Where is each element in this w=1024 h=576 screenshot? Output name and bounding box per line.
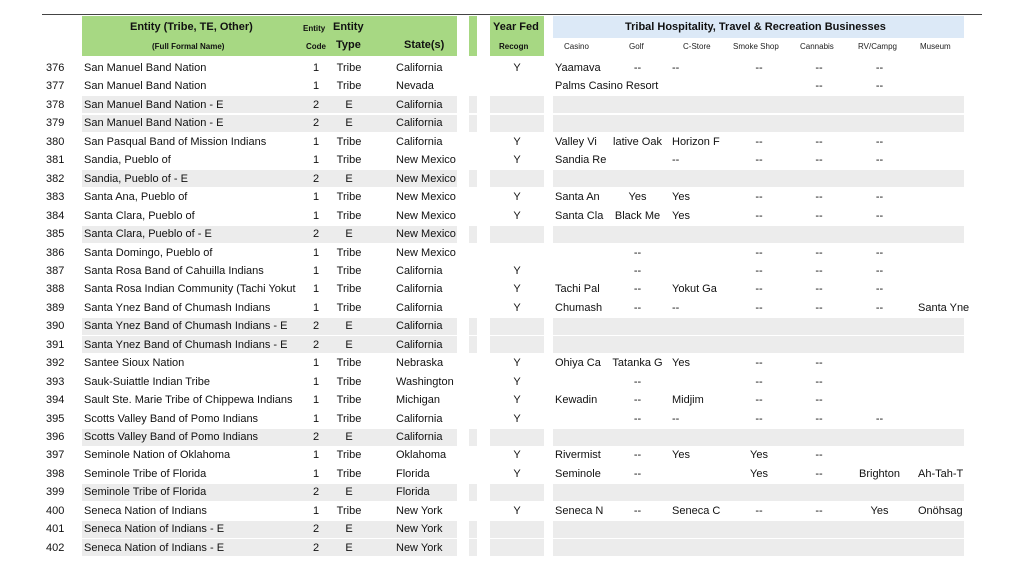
- cannabis-cell[interactable]: --: [815, 467, 823, 480]
- cstore-cell[interactable]: Seneca C: [672, 504, 721, 517]
- state-cell[interactable]: New York: [396, 541, 443, 554]
- entity-column-subheader: (Full Formal Name): [152, 42, 225, 51]
- entity-code-cell[interactable]: 1: [312, 357, 320, 370]
- golf-cell[interactable]: Yes: [628, 191, 647, 204]
- rv-campground-cell[interactable]: --: [875, 154, 884, 167]
- state-cell[interactable]: California: [396, 62, 443, 74]
- smoke-shop-cell[interactable]: --: [755, 62, 763, 74]
- smoke-shop-cell[interactable]: --: [755, 209, 763, 222]
- casino-cell[interactable]: Seneca N: [555, 504, 604, 517]
- golf-cell[interactable]: --: [633, 449, 642, 462]
- row-number-cell[interactable]: 400: [46, 504, 65, 517]
- entity-code-cell[interactable]: 2: [312, 98, 320, 111]
- row-number-cell[interactable]: 401: [46, 523, 65, 536]
- table-row: [0, 151, 1024, 170]
- row-number-cell[interactable]: 388: [46, 283, 65, 296]
- entity-code-cell[interactable]: 1: [312, 504, 320, 517]
- entity-name-cell[interactable]: Seminole Tribe of Florida: [84, 486, 207, 499]
- state-cell[interactable]: Michigan: [396, 394, 441, 407]
- entity-code-cell[interactable]: 1: [312, 154, 320, 167]
- entity-name-cell[interactable]: Santa Ana, Pueblo of: [84, 191, 188, 204]
- state-cell[interactable]: California: [396, 98, 443, 111]
- entity-name-cell[interactable]: Seneca Nation of Indians: [84, 504, 207, 517]
- rv-campground-cell[interactable]: --: [875, 80, 884, 93]
- type-column-header-bottom: Type: [336, 39, 361, 51]
- row-number-cell[interactable]: 376: [46, 62, 65, 74]
- entity-code-cell[interactable]: 1: [312, 80, 320, 93]
- entity-type-cell[interactable]: Tribe: [336, 412, 362, 425]
- golf-cell[interactable]: --: [633, 301, 642, 314]
- cannabis-cell[interactable]: --: [815, 394, 823, 407]
- cannabis-cell[interactable]: --: [815, 191, 823, 204]
- row-number-cell[interactable]: 389: [46, 301, 65, 314]
- state-cell[interactable]: Washington: [396, 375, 454, 388]
- entity-code-cell[interactable]: 1: [312, 449, 320, 462]
- entity-code-cell[interactable]: 2: [312, 228, 320, 241]
- code-column-header-bottom: Code: [306, 42, 326, 51]
- cstore-cell[interactable]: Yes: [672, 191, 690, 204]
- casino-cell[interactable]: Seminole: [555, 467, 601, 480]
- row-number-cell[interactable]: 381: [46, 154, 65, 167]
- row-number-cell[interactable]: 399: [46, 486, 65, 499]
- casino-cell[interactable]: Chumash: [555, 301, 603, 314]
- table-row: [0, 502, 1024, 521]
- rv-campground-cell[interactable]: --: [875, 412, 884, 425]
- entity-name-cell[interactable]: Seminole Nation of Oklahoma: [84, 449, 231, 462]
- cstore-cell[interactable]: Horizon F: [672, 135, 720, 148]
- museum-cell[interactable]: Santa Yne: [918, 301, 970, 314]
- golf-cell[interactable]: --: [633, 62, 642, 74]
- entity-type-cell[interactable]: Tribe: [336, 449, 362, 462]
- row-number-cell[interactable]: 392: [46, 357, 65, 370]
- rv-campground-cell[interactable]: Brighton: [859, 467, 900, 480]
- state-cell[interactable]: Florida: [396, 486, 430, 499]
- row-number-cell[interactable]: 398: [46, 467, 65, 480]
- fed-recognized-cell[interactable]: Y: [513, 135, 521, 148]
- fed-recognized-cell[interactable]: Y: [513, 154, 521, 167]
- entity-type-cell[interactable]: Tribe: [336, 191, 362, 204]
- state-cell[interactable]: California: [396, 135, 443, 148]
- rv-campground-cell[interactable]: --: [875, 209, 884, 222]
- entity-name-cell[interactable]: Scotts Valley Band of Pomo Indians: [84, 431, 259, 443]
- cstore-cell[interactable]: --: [672, 301, 680, 314]
- rv-campground-cell[interactable]: --: [875, 62, 884, 74]
- rv-campground-cell[interactable]: --: [875, 246, 884, 259]
- fed-recognized-cell[interactable]: Y: [513, 504, 521, 517]
- entity-code-cell[interactable]: 2: [312, 523, 320, 536]
- state-cell[interactable]: New Mexico: [396, 172, 456, 185]
- entity-code-cell[interactable]: 1: [312, 135, 320, 148]
- fed-recognized-cell[interactable]: Y: [513, 209, 521, 222]
- entity-type-cell[interactable]: Tribe: [336, 62, 362, 74]
- entity-type-cell[interactable]: Tribe: [336, 264, 362, 277]
- table-row: [0, 317, 1024, 336]
- entity-name-cell[interactable]: San Manuel Band Nation - E: [84, 98, 224, 111]
- rv-campground-cell[interactable]: --: [875, 301, 884, 314]
- cannabis-cell[interactable]: --: [815, 504, 823, 517]
- smoke-shop-cell[interactable]: --: [755, 375, 763, 388]
- entity-code-cell[interactable]: 2: [312, 431, 320, 443]
- state-cell[interactable]: New York: [396, 504, 443, 517]
- state-cell[interactable]: Florida: [396, 467, 430, 480]
- smoke-shop-cell[interactable]: --: [755, 191, 763, 204]
- table-row: [0, 244, 1024, 263]
- row-number-cell[interactable]: 383: [46, 191, 65, 204]
- fed-recognized-cell[interactable]: Y: [513, 62, 521, 74]
- cannabis-cell[interactable]: --: [815, 264, 823, 277]
- casino-cell[interactable]: Kewadin: [555, 394, 598, 407]
- state-cell[interactable]: California: [396, 264, 443, 277]
- cstore-cell[interactable]: Yes: [672, 449, 690, 462]
- rv-campground-cell[interactable]: --: [875, 264, 884, 277]
- casino-cell[interactable]: Yaamava: [555, 62, 601, 74]
- entity-code-cell[interactable]: 2: [312, 541, 320, 554]
- entity-type-cell[interactable]: E: [345, 338, 353, 351]
- row-number-cell[interactable]: 386: [46, 246, 65, 259]
- entity-name-cell[interactable]: Santee Sioux Nation: [84, 357, 185, 370]
- state-cell[interactable]: New York: [396, 523, 443, 536]
- row-number-cell[interactable]: 394: [46, 394, 65, 407]
- table-row: [0, 483, 1024, 502]
- row-number-cell[interactable]: 395: [46, 412, 65, 425]
- cstore-cell[interactable]: --: [672, 62, 680, 74]
- smoke-shop-cell[interactable]: --: [755, 357, 763, 370]
- entity-type-cell[interactable]: E: [345, 541, 353, 554]
- entity-name-cell[interactable]: Seneca Nation of Indians - E: [84, 541, 225, 554]
- entity-code-cell[interactable]: 2: [312, 172, 320, 185]
- table-row: [0, 207, 1024, 226]
- entity-name-cell[interactable]: Seminole Tribe of Florida: [84, 467, 207, 480]
- state-cell[interactable]: Nebraska: [396, 357, 444, 370]
- table-row: [0, 465, 1024, 484]
- table-row: [0, 354, 1024, 373]
- table-row: [0, 114, 1024, 133]
- entity-name-cell[interactable]: San Manuel Band Nation: [84, 80, 207, 93]
- fed-recognized-cell[interactable]: Y: [513, 357, 521, 370]
- entity-name-cell[interactable]: San Pasqual Band of Mission Indians: [84, 135, 267, 148]
- type-column-header-top: Entity: [333, 21, 364, 33]
- row-number-cell[interactable]: 378: [46, 98, 65, 111]
- entity-type-cell[interactable]: E: [345, 228, 353, 241]
- entity-type-cell[interactable]: E: [345, 486, 353, 499]
- table-row: [0, 428, 1024, 447]
- casino-cell[interactable]: Rivermist: [555, 449, 601, 462]
- state-cell[interactable]: New Mexico: [396, 228, 456, 241]
- golf-cell[interactable]: --: [633, 246, 642, 259]
- entity-type-cell[interactable]: Tribe: [336, 209, 362, 222]
- row-number-cell[interactable]: 402: [46, 541, 65, 554]
- table-row: [0, 520, 1024, 539]
- entity-type-cell[interactable]: E: [345, 523, 353, 536]
- biz-col-museum: Museum: [920, 42, 951, 51]
- state-cell[interactable]: California: [396, 338, 443, 351]
- cannabis-cell[interactable]: --: [815, 449, 823, 462]
- state-cell[interactable]: New Mexico: [396, 246, 456, 259]
- entity-name-cell[interactable]: Santa Rosa Band of Cahuilla Indians: [84, 264, 264, 277]
- entity-type-cell[interactable]: Tribe: [336, 301, 362, 314]
- row-number-cell[interactable]: 379: [46, 117, 65, 130]
- fed-column-header-top: Year Fed: [493, 21, 539, 33]
- row-number-cell[interactable]: 380: [46, 135, 65, 148]
- cannabis-cell[interactable]: --: [815, 283, 823, 296]
- entity-code-cell[interactable]: 2: [312, 338, 320, 351]
- row-number-cell[interactable]: 377: [46, 80, 65, 93]
- table-row: [0, 299, 1024, 318]
- golf-cell[interactable]: --: [633, 412, 642, 425]
- golf-cell[interactable]: --: [633, 283, 642, 296]
- fed-recognized-cell[interactable]: Y: [513, 283, 521, 296]
- golf-cell[interactable]: --: [633, 375, 642, 388]
- museum-cell[interactable]: Ah-Tah-T: [918, 467, 964, 480]
- entity-code-cell[interactable]: 1: [312, 283, 320, 296]
- table-row: [0, 77, 1024, 96]
- row-number-cell[interactable]: 385: [46, 228, 65, 241]
- entity-type-cell[interactable]: Tribe: [336, 394, 362, 407]
- entity-type-cell[interactable]: Tribe: [336, 504, 362, 517]
- table-row: [0, 96, 1024, 115]
- state-cell[interactable]: California: [396, 283, 443, 296]
- state-column-header: State(s): [404, 39, 445, 51]
- smoke-shop-cell[interactable]: Yes: [750, 449, 768, 462]
- smoke-shop-cell[interactable]: --: [755, 246, 763, 259]
- entity-code-cell[interactable]: 1: [312, 375, 320, 388]
- golf-cell[interactable]: --: [633, 504, 642, 517]
- golf-cell[interactable]: --: [633, 264, 642, 277]
- cannabis-cell[interactable]: --: [815, 246, 823, 259]
- table-row: [0, 225, 1024, 244]
- cstore-cell[interactable]: --: [672, 154, 680, 167]
- cannabis-cell[interactable]: --: [815, 209, 823, 222]
- entity-code-cell[interactable]: 1: [312, 209, 320, 222]
- table-row: [0, 336, 1024, 355]
- cannabis-cell[interactable]: --: [815, 80, 823, 93]
- smoke-shop-cell[interactable]: --: [755, 412, 763, 425]
- casino-cell[interactable]: Santa An: [555, 191, 600, 204]
- entity-code-cell[interactable]: 1: [312, 264, 320, 277]
- entity-code-cell[interactable]: 1: [312, 467, 320, 480]
- state-cell[interactable]: New Mexico: [396, 154, 456, 167]
- cstore-cell[interactable]: Yokut Ga: [672, 283, 717, 296]
- entity-name-cell[interactable]: Seneca Nation of Indians - E: [84, 523, 225, 536]
- table-row: [0, 446, 1024, 465]
- golf-cell[interactable]: Tatanka G: [612, 357, 663, 370]
- rv-campground-cell[interactable]: --: [875, 135, 884, 148]
- entity-type-cell[interactable]: E: [345, 98, 353, 111]
- fed-recognized-cell[interactable]: Y: [513, 467, 521, 480]
- entity-name-cell[interactable]: Sauk-Suiattle Indian Tribe: [84, 375, 210, 388]
- fed-column-header-bottom: Recogn: [499, 42, 529, 51]
- biz-section-header: Tribal Hospitality, Travel & Recreation Businesses: [625, 21, 886, 33]
- entity-column-header: Entity (Tribe, TE, Other): [130, 21, 253, 33]
- table-row: [0, 59, 1024, 78]
- state-cell[interactable]: California: [396, 320, 443, 333]
- casino-cell[interactable]: Santa Cla: [555, 209, 604, 222]
- table-row: [0, 391, 1024, 410]
- entity-name-cell[interactable]: Santa Rosa Indian Community (Tachi Yokut: [84, 283, 296, 296]
- table-row: [0, 170, 1024, 189]
- fed-recognized-cell[interactable]: Y: [513, 412, 521, 425]
- cstore-cell[interactable]: --: [672, 412, 680, 425]
- code-column-header-top: Entity: [303, 24, 326, 33]
- museum-cell[interactable]: Onöhsag: [918, 504, 963, 517]
- state-cell[interactable]: California: [396, 412, 443, 425]
- entity-name-cell[interactable]: Sault Ste. Marie Tribe of Chippewa Indians: [84, 394, 293, 407]
- state-cell[interactable]: California: [396, 301, 443, 314]
- cstore-cell[interactable]: Yes: [672, 357, 690, 370]
- header-top-border: [42, 14, 982, 15]
- entity-name-cell[interactable]: Sandia, Pueblo of: [84, 154, 171, 167]
- entity-code-cell[interactable]: 1: [312, 412, 320, 425]
- entity-type-cell[interactable]: E: [345, 117, 353, 130]
- table-row: [0, 539, 1024, 558]
- entity-name-cell[interactable]: Santa Clara, Pueblo of: [84, 209, 195, 222]
- row-number-cell[interactable]: 397: [46, 449, 65, 462]
- row-number-cell[interactable]: 396: [46, 431, 65, 443]
- biz-col-casino: Casino: [564, 42, 589, 51]
- entity-type-cell[interactable]: Tribe: [336, 154, 362, 167]
- table-row: [0, 280, 1024, 299]
- fed-recognized-cell[interactable]: Y: [513, 375, 521, 388]
- smoke-shop-cell[interactable]: --: [755, 301, 763, 314]
- row-number-cell[interactable]: 391: [46, 338, 65, 351]
- row-number-cell[interactable]: 393: [46, 375, 65, 388]
- entity-type-cell[interactable]: Tribe: [336, 357, 362, 370]
- fed-recognized-cell[interactable]: Y: [513, 301, 521, 314]
- table-row: [0, 133, 1024, 152]
- cstore-cell[interactable]: Midjim: [672, 394, 704, 407]
- entity-type-cell[interactable]: Tribe: [336, 246, 362, 259]
- state-cell[interactable]: California: [396, 431, 443, 443]
- smoke-shop-cell[interactable]: --: [755, 283, 763, 296]
- table-row: [0, 410, 1024, 429]
- entity-type-cell[interactable]: E: [345, 320, 353, 333]
- entity-type-cell[interactable]: Tribe: [336, 283, 362, 296]
- entity-name-cell[interactable]: Santa Ynez Band of Chumash Indians: [84, 301, 271, 314]
- entity-type-cell[interactable]: Tribe: [336, 467, 362, 480]
- row-number-cell[interactable]: 387: [46, 264, 65, 277]
- smoke-shop-cell[interactable]: --: [755, 394, 763, 407]
- smoke-shop-cell[interactable]: --: [755, 264, 763, 277]
- entity-name-cell[interactable]: San Manuel Band Nation - E: [84, 117, 224, 130]
- fed-recognized-cell[interactable]: Y: [513, 449, 521, 462]
- table-row: [0, 373, 1024, 392]
- entity-name-cell[interactable]: Santa Domingo, Pueblo of: [84, 246, 213, 259]
- rv-campground-cell[interactable]: Yes: [870, 504, 889, 517]
- spacer-header-bg: [469, 16, 477, 56]
- smoke-shop-cell[interactable]: Yes: [750, 467, 768, 480]
- entity-name-cell[interactable]: San Manuel Band Nation: [84, 62, 207, 74]
- entity-type-cell[interactable]: E: [345, 172, 353, 185]
- entity-name-cell[interactable]: Santa Clara, Pueblo of - E: [84, 228, 212, 241]
- table-row: [0, 262, 1024, 281]
- fed-recognized-cell[interactable]: Y: [513, 394, 521, 407]
- entity-code-cell[interactable]: 1: [312, 191, 320, 204]
- biz-col-rv-campground: RV/Campg: [858, 42, 897, 51]
- entity-type-cell[interactable]: Tribe: [336, 80, 362, 93]
- entity-type-cell[interactable]: Tribe: [336, 375, 362, 388]
- row-number-cell[interactable]: 382: [46, 172, 65, 185]
- golf-cell[interactable]: --: [633, 467, 642, 480]
- entity-code-cell[interactable]: 2: [312, 117, 320, 130]
- row-number-cell[interactable]: 390: [46, 320, 65, 333]
- casino-cell[interactable]: Ohiya Ca: [555, 357, 601, 370]
- casino-cell[interactable]: Valley Vi: [555, 135, 597, 148]
- entity-name-cell[interactable]: Santa Ynez Band of Chumash Indians - E: [84, 320, 288, 333]
- casino-cell[interactable]: Tachi Pal: [555, 283, 600, 296]
- biz-col-golf: Golf: [629, 42, 644, 51]
- state-cell[interactable]: Nevada: [396, 80, 434, 93]
- fed-recognized-cell[interactable]: Y: [513, 191, 521, 204]
- entity-code-cell[interactable]: 2: [312, 320, 320, 333]
- cannabis-cell[interactable]: --: [815, 301, 823, 314]
- cstore-cell[interactable]: Yes: [672, 209, 690, 222]
- entity-code-cell[interactable]: 1: [312, 394, 320, 407]
- biz-col-smoke-shop: Smoke Shop: [733, 42, 779, 51]
- entity-code-cell[interactable]: 1: [312, 246, 320, 259]
- entity-code-cell[interactable]: 2: [312, 486, 320, 499]
- entity-type-cell[interactable]: E: [345, 431, 353, 443]
- rv-campground-cell[interactable]: --: [875, 283, 884, 296]
- cannabis-cell[interactable]: --: [815, 412, 823, 425]
- casino-cell[interactable]: Palms Casino Resort: [555, 80, 659, 93]
- smoke-shop-cell[interactable]: --: [755, 135, 763, 148]
- entity-type-cell[interactable]: Tribe: [336, 135, 362, 148]
- entity-name-cell[interactable]: Scotts Valley Band of Pomo Indians: [84, 412, 259, 425]
- entity-code-cell[interactable]: 1: [312, 62, 320, 74]
- golf-cell[interactable]: --: [633, 394, 642, 407]
- rv-campground-cell[interactable]: --: [875, 191, 884, 204]
- entity-code-cell[interactable]: 1: [312, 301, 320, 314]
- fed-recognized-cell[interactable]: Y: [513, 264, 521, 277]
- state-cell[interactable]: New Mexico: [396, 209, 456, 222]
- entity-name-cell[interactable]: Sandia, Pueblo of - E: [84, 172, 188, 185]
- table-row: [0, 188, 1024, 207]
- smoke-shop-cell[interactable]: --: [755, 504, 763, 517]
- cannabis-cell[interactable]: --: [815, 154, 823, 167]
- state-cell[interactable]: Oklahoma: [396, 449, 447, 462]
- cannabis-cell[interactable]: --: [815, 357, 823, 370]
- biz-col-cstore: C-Store: [683, 42, 711, 51]
- row-number-cell[interactable]: 384: [46, 209, 65, 222]
- state-cell[interactable]: New Mexico: [396, 191, 456, 204]
- casino-cell[interactable]: Sandia Re: [555, 154, 607, 167]
- cannabis-cell[interactable]: --: [815, 135, 823, 148]
- smoke-shop-cell[interactable]: --: [755, 154, 763, 167]
- biz-col-cannabis: Cannabis: [800, 42, 834, 51]
- golf-cell[interactable]: Black Me: [614, 209, 661, 222]
- golf-cell[interactable]: lative Oak: [613, 135, 662, 148]
- cannabis-cell[interactable]: --: [815, 62, 823, 74]
- state-cell[interactable]: California: [396, 117, 443, 130]
- cannabis-cell[interactable]: --: [815, 375, 823, 388]
- entity-name-cell[interactable]: Santa Ynez Band of Chumash Indians - E: [84, 338, 288, 351]
